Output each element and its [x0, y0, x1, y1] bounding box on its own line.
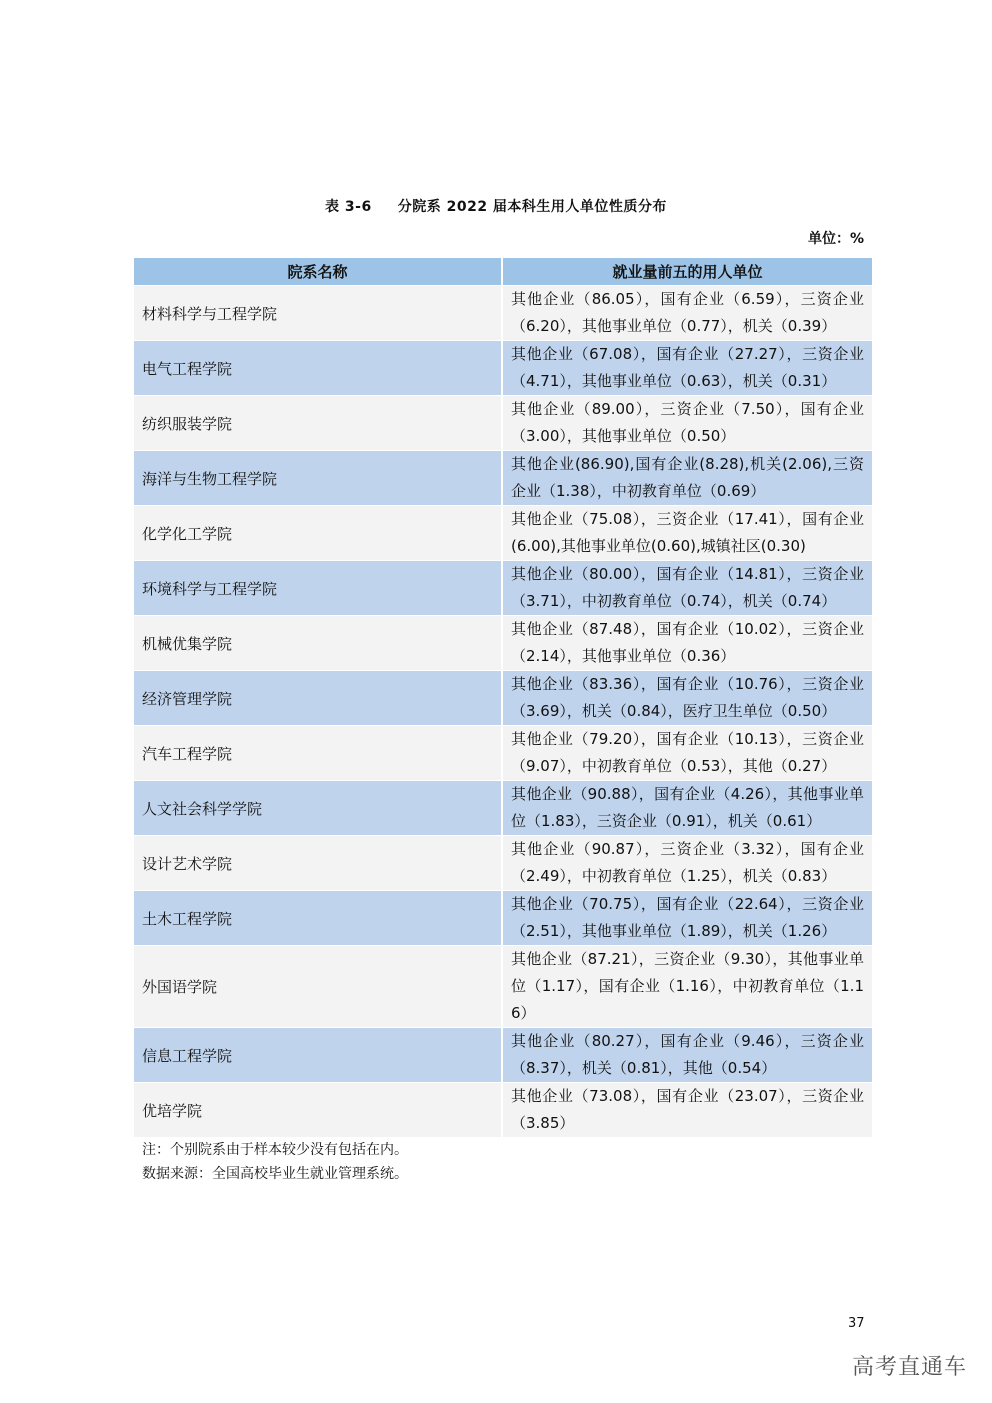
college-name-cell: 纺织服装学院	[134, 396, 502, 451]
table-row	[134, 396, 872, 451]
top-employers-cell: 其他企业（73.08），国有企业（23.07），三资企业（3.85）	[502, 1083, 872, 1138]
top-employers-cell: 其他企业（86.05），国有企业（6.59），三资企业（6.20），其他事业单位（0.77），机关（0.39）	[502, 286, 872, 341]
table-row	[134, 506, 872, 561]
table-row	[134, 1028, 872, 1083]
top-employers-cell: 其他企业（75.08），三资企业（17.41），国有企业(6.00),其他事业单位(0.60),城镇社区(0.30)	[502, 506, 872, 561]
top-employers-cell: 其他企业（87.21），三资企业（9.30），其他事业单位（1.17），国有企业（1.16），中初教育单位（1.16）	[502, 946, 872, 1028]
top-employers-cell: 其他企业（83.36），国有企业（10.76），三资企业（3.69），机关（0.84），医疗卫生单位（0.50）	[502, 671, 872, 726]
college-name-cell: 环境科学与工程学院	[134, 561, 502, 616]
college-name-cell: 人文社会科学学院	[134, 781, 502, 836]
table-row	[134, 451, 872, 506]
table-row	[134, 1083, 872, 1138]
header-top-employers: 就业量前五的用人单位	[502, 258, 872, 286]
table-unit: 单位：%	[807, 231, 864, 247]
table-row	[134, 891, 872, 946]
note-text: 注：个别院系由于样本较少没有包括在内。	[142, 1142, 408, 1158]
college-name-cell: 经济管理学院	[134, 671, 502, 726]
table-body	[134, 286, 872, 1138]
table-row	[134, 561, 872, 616]
table-row	[134, 671, 872, 726]
source-text: 数据来源：全国高校毕业生就业管理系统。	[142, 1166, 408, 1182]
college-name-cell: 材料科学与工程学院	[134, 286, 502, 341]
table-row	[134, 946, 872, 1028]
college-name-cell: 海洋与生物工程学院	[134, 451, 502, 506]
top-employers-cell: 其他企业（67.08），国有企业（27.27），三资企业（4.71），其他事业单位（0.63），机关（0.31）	[502, 341, 872, 396]
table-number: 表 3-6	[325, 199, 372, 215]
top-employers-cell: 其他企业（89.00），三资企业（7.50），国有企业（3.00），其他事业单位（0.50）	[502, 396, 872, 451]
page-number: 37	[848, 1316, 865, 1331]
watermark-logo: 高考直通车	[852, 1355, 968, 1380]
top-employers-cell: 其他企业（70.75），国有企业（22.64），三资企业（2.51），其他事业单位（1.89），机关（1.26）	[502, 891, 872, 946]
table-header-row	[134, 258, 872, 286]
top-employers-cell: 其他企业（87.48），国有企业（10.02），三资企业（2.14），其他事业单位（0.36）	[502, 616, 872, 671]
employer-distribution-table	[134, 258, 872, 1138]
college-name-cell: 设计艺术学院	[134, 836, 502, 891]
table-row	[134, 341, 872, 396]
header-college: 院系名称	[134, 258, 502, 286]
table-title: 分院系 2022 届本科生用人单位性质分布	[397, 199, 667, 215]
table-caption	[0, 196, 992, 216]
top-employers-cell: 其他企业（90.87），三资企业（3.32），国有企业（2.49），中初教育单位（1.25），机关（0.83）	[502, 836, 872, 891]
table-row	[134, 726, 872, 781]
table-row	[134, 836, 872, 891]
college-name-cell: 汽车工程学院	[134, 726, 502, 781]
college-name-cell: 信息工程学院	[134, 1028, 502, 1083]
table-notes	[142, 1138, 408, 1186]
table-row	[134, 616, 872, 671]
top-employers-cell: 其他企业（79.20），国有企业（10.13），三资企业（9.07），中初教育单位（0.53），其他（0.27）	[502, 726, 872, 781]
college-name-cell: 电气工程学院	[134, 341, 502, 396]
college-name-cell: 外国语学院	[134, 946, 502, 1028]
college-name-cell: 机械优集学院	[134, 616, 502, 671]
top-employers-cell: 其他企业（90.88），国有企业（4.26），其他事业单位（1.83），三资企业（0.91），机关（0.61）	[502, 781, 872, 836]
table-row	[134, 286, 872, 341]
college-name-cell: 优培学院	[134, 1083, 502, 1138]
top-employers-cell: 其他企业（80.27），国有企业（9.46），三资企业（8.37），机关（0.81），其他（0.54）	[502, 1028, 872, 1083]
college-name-cell: 土木工程学院	[134, 891, 502, 946]
top-employers-cell: 其他企业(86.90),国有企业(8.28),机关(2.06),三资企业（1.38），中初教育单位（0.69）	[502, 451, 872, 506]
table-row	[134, 781, 872, 836]
college-name-cell: 化学化工学院	[134, 506, 502, 561]
top-employers-cell: 其他企业（80.00），国有企业（14.81），三资企业（3.71），中初教育单位（0.74），机关（0.74）	[502, 561, 872, 616]
